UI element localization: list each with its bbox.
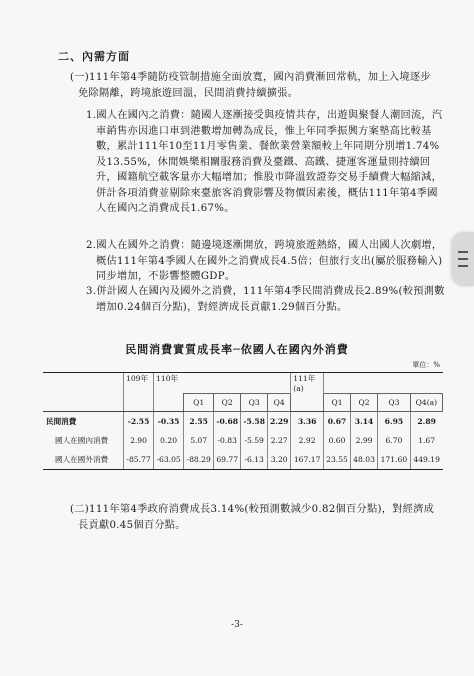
table-cell: -88.29 <box>184 450 214 470</box>
table-cell: 167.17 <box>291 450 324 470</box>
quarter-header: Q2 <box>351 393 378 411</box>
paragraph-number: 2. <box>86 240 97 251</box>
table-row <box>43 450 443 470</box>
paragraph-text: 併計國人在國內及國外之消費，111年第4季民間消費成長2.89%(較預測數增加0.24個百分點)，對經濟成長貢獻1.29個百分點。 <box>96 286 445 313</box>
section-title: 二、內需方面 <box>58 50 130 63</box>
paragraph-overseas-consumption <box>86 238 446 285</box>
paragraph-text: 111年第4季政府消費成長3.14%(較預測數減少0.82個百分點)，對經濟成長貢獻0.45個百分點。 <box>78 504 435 531</box>
table-cell: 5.07 <box>184 431 214 450</box>
table-cell: 6.70 <box>378 431 411 450</box>
table-cell: -2.55 <box>124 411 154 431</box>
quarter-header: Q4(a) <box>410 393 442 411</box>
page-number: -3- <box>231 620 243 630</box>
table-cell: 0.60 <box>324 431 351 450</box>
table-title: 民間消費實質成長率─依國人在國內外消費 <box>125 343 349 356</box>
table-cell: 3.36 <box>291 411 324 431</box>
table-cell: -0.83 <box>214 431 241 450</box>
table-unit: 單位：% <box>412 361 440 369</box>
row-label: 國人在國內消費 <box>55 435 109 445</box>
table-cell: 0.67 <box>324 411 351 431</box>
table-cell: 0.20 <box>154 431 184 450</box>
table-row <box>43 411 443 431</box>
quarter-header: Q2 <box>214 393 241 411</box>
table-cell: -63.05 <box>154 450 184 470</box>
table-cell: 2.99 <box>351 431 378 450</box>
table-cell: 2.90 <box>124 431 154 450</box>
table-cell: 2.92 <box>291 431 324 450</box>
table-row <box>43 431 443 450</box>
consumption-growth-table <box>43 372 443 470</box>
quarter-header: Q4 <box>268 393 291 411</box>
table-cell: 69.77 <box>214 450 241 470</box>
row-label: 民間消費 <box>46 416 77 426</box>
row-label: 國人在國外消費 <box>43 450 124 470</box>
table-cell: 23.55 <box>324 450 351 470</box>
year-110-header: 110年 <box>154 373 291 394</box>
table-cell: 2.29 <box>268 411 291 431</box>
year-111-header: 111年 (a) <box>291 373 324 394</box>
table-cell: -5.59 <box>241 431 268 450</box>
table-cell: -0.68 <box>214 411 241 431</box>
quarter-header: Q1 <box>324 393 351 411</box>
table-cell: -6.13 <box>241 450 268 470</box>
paragraph-domestic-consumption <box>86 108 446 217</box>
quarter-header: Q1 <box>184 393 214 411</box>
paragraph-text: 國人在國內之消費：隨國人逐漸接受與疫情共存，出遊與聚餐人潮回流，汽車銷售亦因進口車到港數增加轉為成長，惟上年同季振興方案墊高比較基數，累計111年10至11月零售業、餐飲業營業額較上年同期分別增1.74%及13.55%，休閒娛樂相關服務消費及臺鐵、高鐵、捷運客運量則持續回升，國籍航空載客量亦大幅增加；惟股市降溫致證券交易手續費大幅縮減，併計各項消費並剔除來臺旅客消費影響及物價因素後，概估111年第4季國人在國內之消費成長1.67%。 <box>96 110 443 214</box>
paragraph-government-consumption <box>70 502 438 533</box>
quarter-header: Q3 <box>241 393 268 411</box>
table-cell: 3.20 <box>268 450 291 470</box>
paragraph-number: (二) <box>70 504 90 515</box>
table-cell: 6.95 <box>378 411 411 431</box>
table-cell: 48.03 <box>351 450 378 470</box>
quarter-header: Q3 <box>378 393 411 411</box>
table-cell: -0.35 <box>154 411 184 431</box>
paragraph-text: 國人在國外之消費：隨邊境逐漸開放，跨境旅遊熱絡，國人出國人次劇增，概估111年第4季國人在國外之消費成長4.5倍；但旅行支出(屬於服務輸入)同步增加，不影響整體GDP。 <box>96 240 443 282</box>
year-109-header: 109年 <box>124 373 154 394</box>
table-cell: -5.58 <box>241 411 268 431</box>
table-cell: 449.19 <box>410 450 442 470</box>
table-cell: 2.27 <box>268 431 291 450</box>
menu-handle-icon[interactable] <box>452 232 474 286</box>
paragraph-combined-consumption <box>86 284 446 315</box>
paragraph-text: 111年第4季隨防疫管制措施全面放寬，國內消費漸回常軌，加上入境逐步免除隔離，跨境旅遊回溫，民間消費持續擴張。 <box>78 72 431 99</box>
table-cell: 171.60 <box>378 450 411 470</box>
table-cell: -85.77 <box>124 450 154 470</box>
table-cell: 1.67 <box>410 431 442 450</box>
paragraph-private-consumption <box>70 70 438 101</box>
table-cell: 2.55 <box>184 411 214 431</box>
paragraph-number: 3. <box>86 286 97 297</box>
paragraph-number: 1. <box>86 110 97 121</box>
table-cell: 3.14 <box>351 411 378 431</box>
table-cell: 2.89 <box>410 411 442 431</box>
paragraph-number: (一) <box>70 72 90 83</box>
